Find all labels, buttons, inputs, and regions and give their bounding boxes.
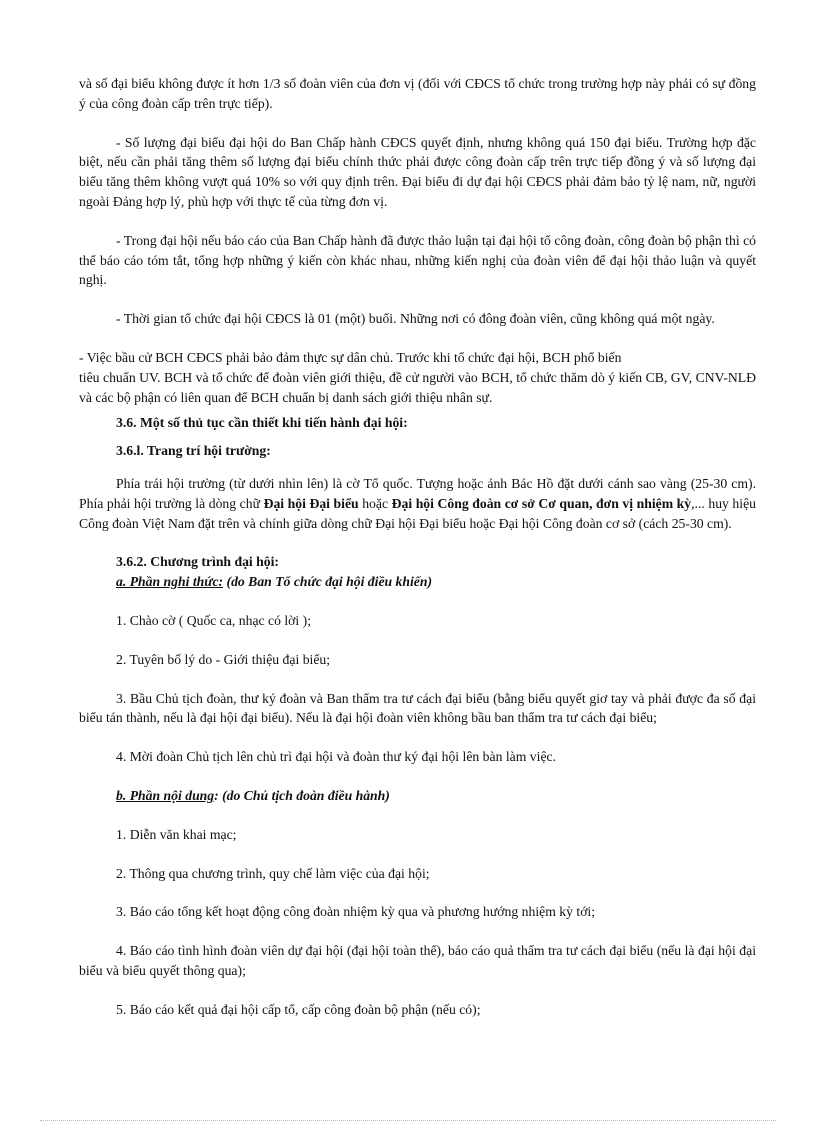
paragraph-election-line1: - Việc bầu cử BCH CĐCS phải bảo đảm thực sự dân chủ. Trước khi tổ chức đại hội, BCH phổ biến [79, 349, 622, 365]
decor-text-3: ,... huy hiệu Công đoàn Việt Nam đặt trên và chính giữa dòng chữ Đại hội Đại biểu hoặc Đại hội Công đoàn cơ sở (cách 25-30 cm). [79, 495, 756, 531]
decor-bold-1: Đại hội Đại biểu [263, 495, 359, 511]
section-b-item-4: 4. Báo cáo tình hình đoàn viên dự đại hội (đại hội toàn thể), báo cáo quả thẩm tra tư cách đại biểu (nếu là đại hội đại biểu và biểu quyết thông qua); [79, 943, 756, 978]
paragraph-report-summary: - Trong đại hội nếu báo cáo của Ban Chấp hành đã được thảo luận tại đại hội tổ công đoàn, công đoàn bộ phận thì có thể báo cáo tóm tắt, tổng hợp những ý kiến còn khác nhau, những kiến nghị của đoàn viên để đại hội thảo luận và quyết nghị. [79, 232, 756, 288]
decor-text-2: hoặc [358, 495, 392, 511]
section-a-item-4: 4. Mời đoàn Chủ tịch lên chủ trì đại hội và đoàn thư ký đại hội lên bàn làm việc. [116, 749, 557, 765]
section-a-note: (do Ban Tổ chức đại hội điều khiển) [223, 574, 433, 590]
paragraph-election-rest: tiêu chuẩn UV. BCH và tổ chức để đoàn viên giới thiệu, đề cử người vào BCH, tổ chức thăm dò ý kiến CB, GV, CNV-NLĐ và các bộ phận có liên quan để BCH chuẩn bị danh sách giới thiệu nhân sự. [79, 369, 756, 405]
decor-bold-2: Đại hội Công đoàn cơ sở Cơ quan, đơn vị nhiệm kỳ [391, 495, 692, 511]
paragraph-voting-ratio: và số đại biểu không được ít hơn 1/3 số đoàn viên của đơn vị (đối với CĐCS tổ chức trong trường hợp này phải có sự đồng ý của công đoàn cấp trên trực tiếp). [79, 76, 756, 111]
section-a-item-3: 3. Bầu Chủ tịch đoàn, thư ký đoàn và Ban thẩm tra tư cách đại biểu (bằng biểu quyết giơ tay và phải được đa số đại biểu tán thành, nếu là đại hội đại biểu). Nếu là đại hội đoàn viên không bầu ban thẩm tra tư cách đại biểu; [79, 690, 756, 726]
section-a-item-2: 2. Tuyên bố lý do - Giới thiệu đại biểu; [116, 651, 331, 667]
section-b-item-2: 2. Thông qua chương trình, quy chế làm việc của đại hội; [116, 865, 430, 881]
section-a-label: a. Phần nghi thức: [116, 574, 224, 590]
section-a-heading [116, 572, 756, 592]
page-bottom-divider [40, 1120, 776, 1121]
section-b-item-1: 1. Diễn văn khai mạc; [116, 826, 237, 842]
heading-3-6-1: 3.6.l. Trang trí hội trường: [116, 443, 271, 459]
decor-text-1: Phía trái hội trường (từ dưới nhìn lên) là cờ Tổ quốc. Tượng hoặc ảnh Bác Hồ đặt dưới cánh sao vàng (25-30 cm). Phía phải hội trường là dòng chữ [79, 475, 756, 511]
heading-3-6-2: 3.6.2. Chương trình đại hội: [116, 554, 279, 570]
section-a-item-1: 1. Chào cờ ( Quốc ca, nhạc có lời ); [116, 612, 312, 628]
document-page [79, 74, 756, 1039]
section-b-note: : (do Chủ tịch đoàn điều hành) [214, 787, 390, 803]
heading-3-6: 3.6. Một số thủ tục cần thiết khi tiến hành đại hội: [116, 415, 408, 431]
paragraph-delegate-count: - Số lượng đại biểu đại hội do Ban Chấp hành CĐCS quyết định, nhưng không quá 150 đại biểu. Trường hợp đặc biệt, nếu cần phải tăng thêm số lượng đại biểu chính thức phải được công đoàn cấp trên trực tiếp đồng ý và số lượng đại biểu tăng thêm không vượt quá 10% so với quy định trên. Đại biểu đi dự đại hội CĐCS phải đảm bảo tỷ lệ nam, nữ, người ngoài Đảng hợp lý, phù hợp với thực tế của từng đơn vị. [79, 134, 756, 209]
section-b-heading [116, 786, 756, 806]
section-b-label: b. Phần nội dung [116, 787, 215, 803]
section-b-item-3: 3. Báo cáo tổng kết hoạt động công đoàn nhiệm kỳ qua và phương hướng nhiệm kỳ tới; [116, 904, 596, 920]
paragraph-duration: - Thời gian tổ chức đại hội CĐCS là 01 (một) buổi. Những nơi có đông đoàn viên, cũng không quá một ngày. [116, 311, 715, 327]
section-b-item-5: 5. Báo cáo kết quả đại hội cấp tổ, cấp công đoàn bộ phận (nếu có); [116, 1001, 481, 1017]
paragraph-hall-decoration [79, 474, 756, 533]
